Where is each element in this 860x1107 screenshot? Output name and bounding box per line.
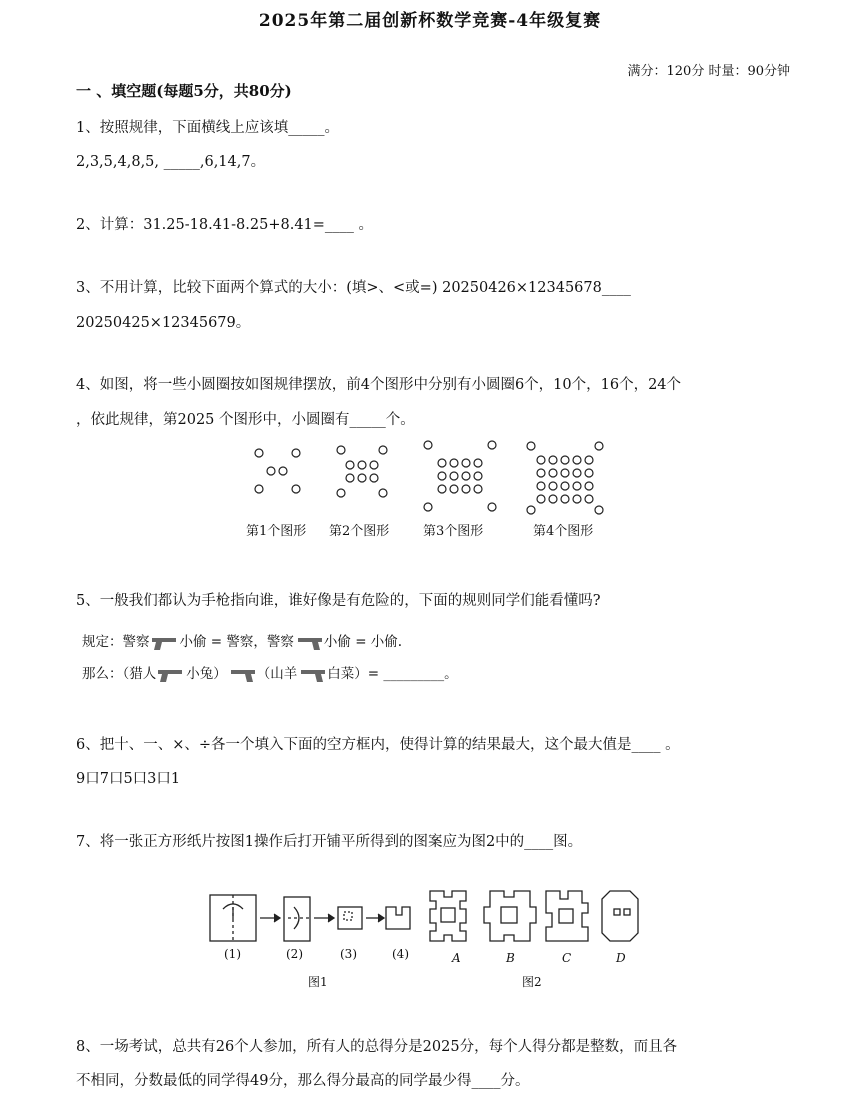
rule-part-2: 小偷 = 警察，警察 [179,634,294,650]
choice-c-label: C [562,951,572,965]
figure-1-label: 第1个图形 [246,524,307,539]
choice-b-label: B [506,951,515,965]
step-4-shape [386,907,410,929]
question-7-text: 7、将一张正方形纸片按图1操作后打开铺平所得到的图案应为图2中的____图。 [76,834,583,850]
choice-a-shape [430,891,466,941]
choice-d-shape [602,891,638,941]
circle-pattern-figure [0,430,860,550]
question-8-line-1: 8、一场考试，总共有26个人参加，所有人的总得分是2025分，每个人得分都是整数，而且各 [76,1039,678,1055]
question-4-line-1: 4、如图，将一些小圆圈按如图规律摆放，前4个图形中分别有小圆圈6个，10个，16个，24个 [76,377,682,393]
step-4-label: (4) [392,947,409,961]
step-2-rect [284,897,310,941]
page-title: 2025年第二届创新杯数学竞赛-4年级复赛 [258,11,602,31]
step-1-label: (1) [224,947,241,961]
choice-b-shape [484,891,536,941]
figure-2-caption: 图2 [522,975,542,989]
figure-3-label: 第3个图形 [423,524,484,539]
figure-4-circles [527,442,603,514]
question-8-line-2: 不相同，分数最低的同学得49分，那么得分最高的同学最少得____分。 [76,1073,530,1089]
figure-2-label: 第2个图形 [329,524,390,539]
pistol-left-icon [227,666,257,684]
choice-d-label: D [616,951,626,965]
pistol-right-icon [156,666,186,684]
question-5-expression [82,662,458,684]
expression-part-3: （山羊 [256,666,298,682]
question-6-expression: 9口7口5口3口1 [76,771,181,787]
expression-part-4: 白菜）= _________。 [327,666,458,682]
pistol-left-icon [297,666,327,684]
question-4-line-2: ，依此规律，第2025 个图形中，小圆圈有_____个。 [76,412,415,428]
question-5-text: 5、一般我们都认为手枪指向谁，谁好像是有危险的，下面的规则同学们能看懂吗? [76,593,601,609]
figure-3-circles [424,441,496,511]
question-3-line-1: 3、不用计算，比较下面两个算式的大小：(填>、<或=) 20250426×12345678____ [76,280,631,296]
section-heading: 一 、填空题(每题5分，共80分) [76,82,292,100]
question-1-sequence: 2,3,5,4,8,5, _____,6,14,7。 [76,154,266,170]
question-6-text: 6、把十、一、×、÷各一个填入下面的空方框内，使得计算的结果最大，这个最大值是____ 。 [76,737,680,753]
pistol-right-icon [150,634,180,652]
figure-1-caption: 图1 [308,975,328,989]
rule-part-3: 小偷 = 小偷. [323,634,403,650]
question-5-rule [82,630,402,652]
rule-part-1: 规定：警察 [82,634,150,650]
figure-2-circles [337,446,387,497]
expression-part-2: 小兔） [186,666,227,682]
expression-part-1: 那么：（猎人 [82,666,157,682]
step-3-square [338,907,362,929]
pistol-left-icon [294,634,324,652]
score-time-info: 满分：120分 时量：90分钟 [627,64,790,79]
choice-c-shape [546,891,588,941]
question-1-text: 1、按照规律，下面横线上应该填_____。 [76,120,339,136]
figure-1-circles [255,449,300,493]
question-3-line-2: 20250425×12345679。 [76,315,251,331]
choice-a-label: A [452,951,461,965]
step-3-label: (3) [340,947,357,961]
figure-4-label: 第4个图形 [533,524,594,539]
question-2-text: 2、计算：31.25-18.41-8.25+8.41=____ 。 [76,217,374,233]
step-2-label: (2) [286,947,303,961]
paper-folding-figure [190,885,650,995]
